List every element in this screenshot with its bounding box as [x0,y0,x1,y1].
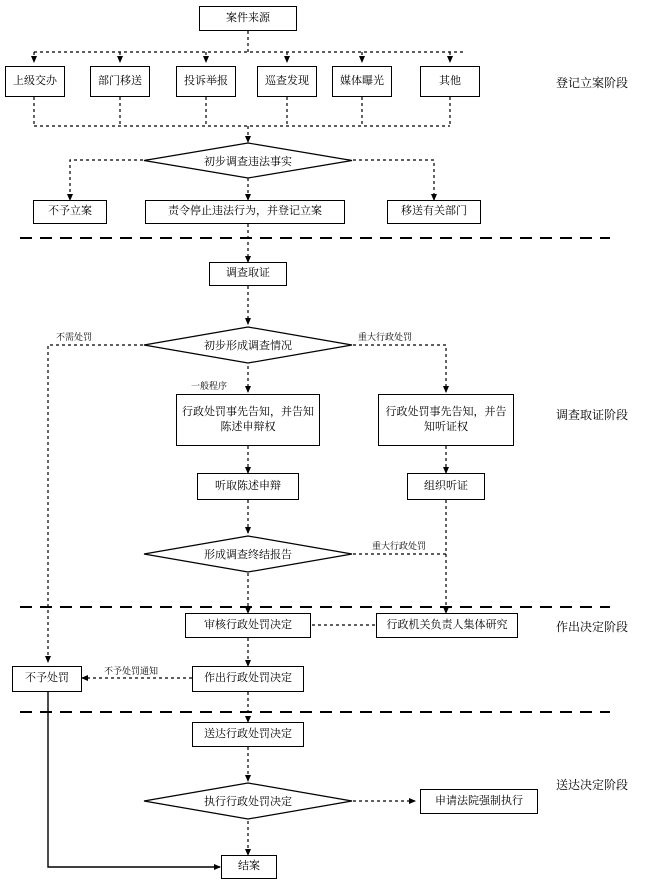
node-case-source[interactable] [199,6,297,31]
node-no-case-label: 不予立案 [48,205,92,218]
node-no-case[interactable] [33,200,107,224]
node-source-superior-label: 上级交办 [13,74,57,87]
node-source-media[interactable] [332,66,392,97]
node-source-department[interactable] [90,66,150,97]
node-serve-decision[interactable] [192,722,304,747]
node-make-decision-label: 作出行政处罚决定 [204,672,292,685]
node-collective-study[interactable] [376,613,518,638]
node-transfer-dept-label: 移送有关部门 [401,205,467,218]
node-close-case[interactable] [221,855,277,879]
edge-label-major-punishment-2: 重大行政处罚 [372,541,427,551]
node-order-stop[interactable] [145,200,345,224]
node-no-punish[interactable] [12,666,82,692]
stage-label-decision: 作出决定阶段 [556,620,629,634]
decision-execute-label: 执行行政处罚决定 [204,796,292,808]
node-close-case-label: 结案 [238,860,260,873]
node-review-decision-label: 审核行政处罚决定 [204,618,292,631]
node-pre-notice-general-label: 行政处罚事先告知，并告知陈述申辩权 [182,406,314,433]
node-order-stop-label: 责令停止违法行为，并登记立案 [168,205,322,218]
node-pre-notice-major[interactable] [378,394,514,446]
node-pre-notice-general[interactable] [176,394,320,446]
node-source-department-label: 部门移送 [98,74,142,87]
node-apply-court[interactable] [420,789,538,814]
edge-label-no-punish-notice: 不予处罚通知 [104,666,159,676]
node-investigate-evidence-label: 调查取证 [226,267,270,280]
decision-execute[interactable] [143,782,353,820]
node-source-superior[interactable] [5,66,65,97]
node-hear-statement-label: 听取陈述申辩 [215,479,281,492]
decision-final-report[interactable] [143,535,353,573]
node-make-decision[interactable] [192,666,304,692]
decision-preliminary-investigation-label: 初步调查违法事实 [204,155,292,168]
node-source-patrol[interactable] [257,66,317,97]
stage-label-registration: 登记立案阶段 [556,76,629,90]
stage-label-service: 送达决定阶段 [556,778,629,792]
node-serve-decision-label: 送达行政处罚决定 [204,727,292,740]
node-collective-study-label: 行政机关负责人集体研究 [386,618,508,631]
node-apply-court-label: 申请法院强制执行 [435,794,523,807]
node-hear-statement[interactable] [197,473,299,500]
decision-form-situation-label: 初步形成调查情况 [204,340,292,352]
node-organize-hearing-label: 组织听证 [424,479,468,492]
node-review-decision[interactable] [185,613,311,638]
node-case-source-label: 案件来源 [226,11,270,24]
node-no-punish-label: 不予处罚 [25,672,69,685]
node-transfer-dept[interactable] [387,200,481,224]
edge-label-major-punishment-1: 重大行政处罚 [358,332,413,342]
node-organize-hearing[interactable] [407,473,485,500]
node-source-media-label: 媒体曝光 [340,74,384,87]
decision-preliminary-investigation[interactable] [143,142,353,179]
node-source-complaint-label: 投诉举报 [184,74,228,87]
node-pre-notice-major-label: 行政处罚事先告知，并告知听证权 [385,406,507,433]
node-investigate-evidence[interactable] [209,262,287,286]
edge-label-no-punish-needed: 不需处罚 [56,332,93,342]
node-source-other-label: 其他 [439,74,461,87]
decision-final-report-label: 形成调查终结报告 [204,549,292,561]
node-source-complaint[interactable] [176,66,236,97]
node-source-patrol-label: 巡查发现 [265,74,309,87]
edge-label-general-procedure: 一般程序 [191,381,228,391]
node-source-other[interactable] [420,66,480,97]
decision-form-situation[interactable] [143,326,353,364]
stage-label-investigation: 调查取证阶段 [556,408,629,422]
